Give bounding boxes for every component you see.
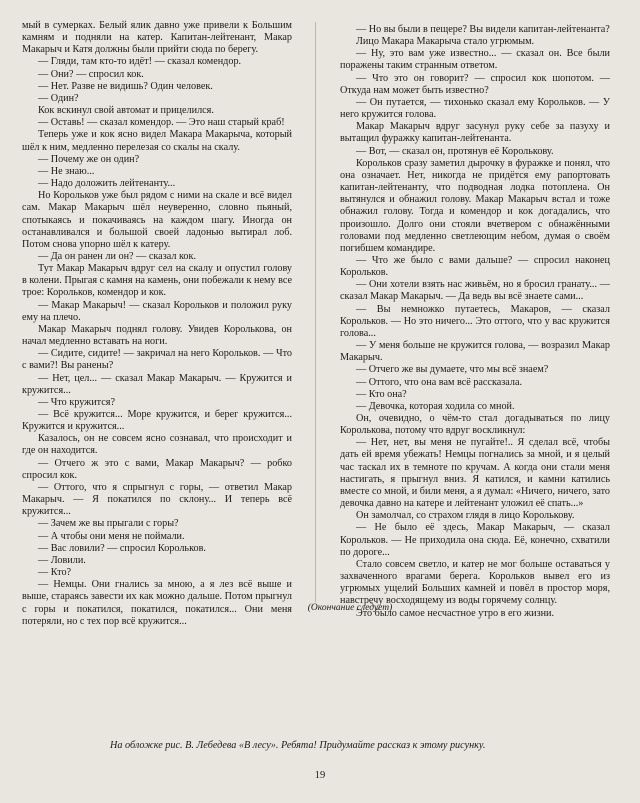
left-text-column [22,20,292,628]
paragraph: Лицо Макара Макарыча стало угрюмым. [356,36,535,48]
paragraph: — Не было её здесь, Макар Макарыч, — сказал Корольков. — Не приходила она сюда. Её, конечно, схватили по дороге... [340,522,610,558]
paragraph: — Девочка, которая ходила со мной. [356,400,515,412]
paragraph: — Почему же он один? [38,153,140,165]
paragraph: Макар Макарыч вдруг засунул руку себе за пазуху и вытащил фуражку капитан-лейтенанта. [340,121,610,145]
paragraph: Стало совсем светло, и катер не мог больше оставаться у захваченного врагами берега. Корольков вывел его из угрюмых ущелий Больших камней и повёл в простор моря, навстречу восходящему из воды горячему солнцу. [340,558,610,607]
paragraph: — Ловили. [38,554,86,566]
paragraph: — Вот, — сказал он, протянув её Королькову. [356,145,554,157]
paragraph: — Вас ловили? — спросил Корольков. [38,542,206,554]
paragraph: Кок вскинул свой автомат и прицелился. [38,105,214,117]
paragraph: — Сидите, сидите! — закричал на него Корольков. — Что с вами?! Вы ранены? [22,348,292,372]
paragraph: — Он путается, — тихонько сказал ему Корольков. — У него кружится голова. [340,96,610,121]
paragraph: — Нет, нет, вы меня не пугайте!.. Я сделал всё, чтобы дать ей время убежать! Немцы погнались за мной, и я целый час таскал их в темноте по кручам. А когда они стали меня настигать, я прыгнул вниз. Я катился, и камни катились вместе со мной, и били меня, а я думал: «Ничего, ничего, зато девочка давно на катере и лейтенант уложил её спать...» [340,437,610,510]
right-text-column [340,24,610,620]
paragraph: — Кто она? [356,388,407,400]
paragraph: Но Корольков уже был рядом с ними на скале и всё видел сам. Макар Макарыч шёл неуверенно, словно пьяный, спотыкаясь и покачиваясь на каждом шагу. Иногда он останавливался и большой своей ладонью вытирал лоб. Потом снова упорно шёл к катеру. [22,190,292,250]
paragraph: — Надо доложить лейтенанту... [38,178,176,190]
paragraph: — Гляди, там кто-то идёт! — сказал комендор. [38,56,242,68]
cover-caption: На обложке рис. В. Лебедева «В лесу». Ребята! Придумайте рассказ к этому рисунку. [110,740,486,751]
continued-note: (Окончание следует) [307,603,393,613]
paragraph: Он, очевидно, о чём-то стал догадываться по лицу Королькова, потому что вдруг воскликнул: [340,413,610,437]
paragraph: — Оттого, что она вам всё рассказала. [356,376,523,388]
paragraph: — Нет, цел... — сказал Макар Макарыч. — Кружится и кружится... [22,372,292,396]
paragraph: мый в сумерках. Белый ялик давно уже привели к Большим камням и подняли на катер. Капитан-лейтенант, Макар Макарыч и Катя должны были прийти сюда по берегу. [22,20,292,56]
paragraph: — А чтобы они меня не поймали. [38,530,185,542]
paragraph: Теперь уже и кок ясно видел Макара Макарыча, который шёл к ним, медленно перелезая со скалы на скалу. [22,129,292,153]
paragraph: Он замолчал, со страхом глядя в лицо Королькову. [356,510,575,522]
paragraph: — Они хотели взять нас живьём, но я бросил гранату... — сказал Макар Макарыч. — Да ведь вы всё знаете сами... [340,279,610,303]
paragraph: — Что это он говорит? — спросил кок шопотом. — Откуда нам может быть известно? [340,72,610,96]
paragraph: Казалось, он не совсем ясно сознавал, что происходит и где он находится. [22,433,292,457]
paragraph: — У меня больше не кружится голова, — возразил Макар Макарыч. [340,340,610,364]
paragraph: — Оставь! — сказал комендор. — Это наш старый краб! [38,117,285,129]
column-divider [315,22,316,602]
paragraph: — Они? — спросил кок. [38,68,144,80]
paragraph: Тут Макар Макарыч вдруг сел на скалу и опустил голову в колени. Прыгая с камня на камень, они побежали к нему все трое: Корольков, комендор и кок. [22,263,292,299]
paragraph: — Отчего ж это с вами, Макар Макарыч? — робко спросил кок. [22,457,292,481]
paragraph: — Что же было с вами дальше? — спросил наконец Корольков. [340,254,610,279]
paragraph: — Да он ранен ли он? — сказал кок. [38,250,196,262]
paragraph: — Что кружится? [38,396,115,408]
paragraph: — Но вы были в пещере? Вы видели капитан-лейтенанта? [356,24,610,35]
paragraph: Это было самое несчастное утро в его жизни. [356,607,555,619]
paragraph: — Оттого, что я спрыгнул с горы, — ответил Макар Макарыч. — Я покатился по склону... И теперь всё кружится... [22,481,292,518]
paragraph: — Всё кружится... Море кружится, и берег кружится... Кружится и кружится... [22,409,292,433]
page-number: 19 [314,770,326,781]
paragraph: — Немцы. Они гнались за мною, а я лез всё выше и выше, стараясь завести их как можно дальше. Потом прыгнул с горы и покатился, покатился, покатился... Они меня потеряли, но с тех пор всё кружится... [22,579,292,627]
paragraph: — Ну, это вам уже известно... — сказал он. Все были поражены таким странным ответом. [340,48,610,72]
paragraph: Макар Макарыч поднял голову. Увидев Королькова, он начал медленно вставать на ноги. [22,323,292,348]
paragraph: — Один? [38,92,79,104]
paragraph: — Зачем же вы прыгали с горы? [38,518,179,530]
paragraph: — Макар Макарыч! — сказал Корольков и положил руку ему на плечо. [22,299,292,323]
paragraph: — Кто? [38,567,72,579]
paragraph: — Нет. Разве не видишь? Один человек. [38,80,213,92]
paragraph: — Не знаю... [38,165,95,177]
paragraph: Корольков сразу заметил дырочку в фуражке и понял, что она означает. Нет, никогда не придётся ему рапортовать капитан-лейтенанту, что подводная лодка потоплена. Он вытянулся и обнажил голову. Макар Макарыч встал и тоже обнажил голову. Тогда и комендор и кок догадались, что произошло. Долго они стояли вчетвером с обнажёнными головами под медленно светлеющим небом, думая о своём погибшем командире. [340,157,610,254]
paragraph: — Отчего же вы думаете, что мы всё знаем? [356,364,549,376]
paragraph: — Вы немножко путаетесь, Макаров, — сказал Корольков. — Но это ничего... Это оттого, что у вас кружится голова... [340,303,610,339]
